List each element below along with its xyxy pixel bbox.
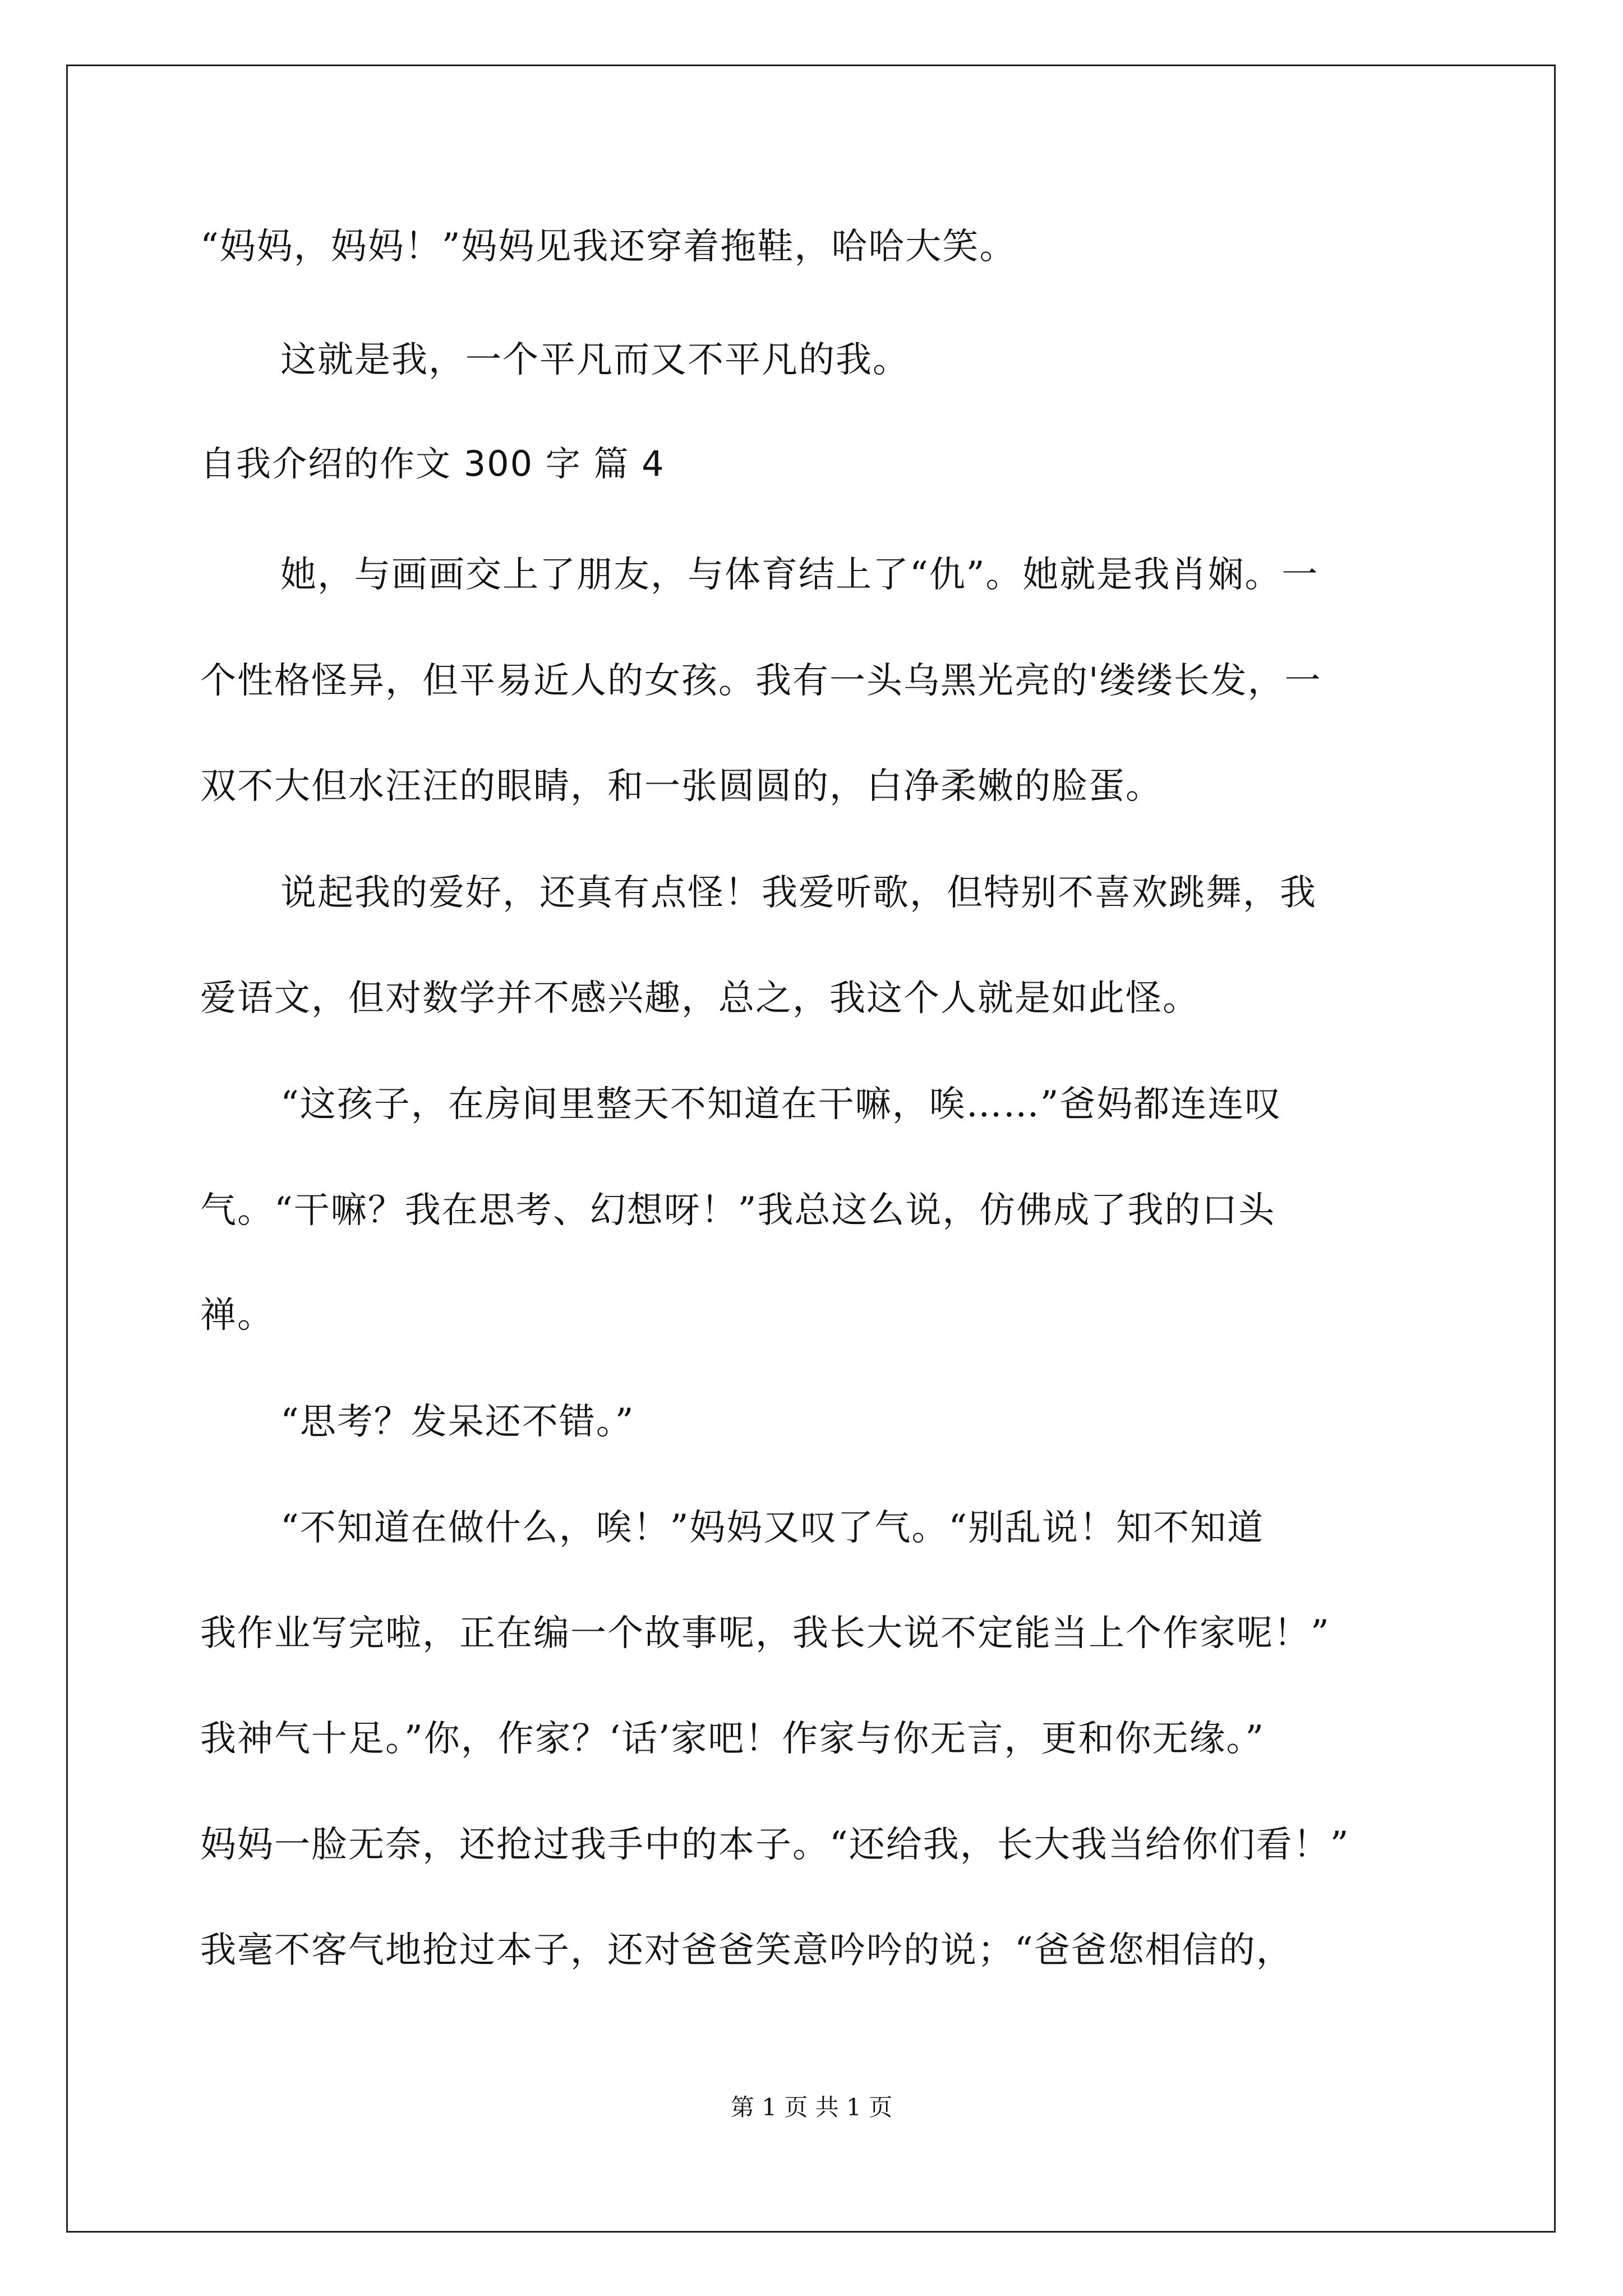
text-line: 她，与画画交上了朋友，与体育结上了“仇”。她就是我肖娴。一 <box>280 554 1319 596</box>
text-line: 个性格怪异，但平易近人的女孩。我有一头乌黑光亮的'缕缕长发，一 <box>200 660 1322 702</box>
text-line: 我神气十足。”你，作家？‘话’家吧！作家与你无言，更和你无缘。” <box>200 1718 1265 1760</box>
text-line: 爱语文，但对数学并不感兴趣，总之，我这个人就是如此怪。 <box>200 978 1200 1019</box>
text-line: “妈妈，妈妈！”妈妈见我还穿着拖鞋，哈哈大笑。 <box>200 226 1017 268</box>
text-line: 这就是我，一个平凡而又不平凡的我。 <box>280 339 910 381</box>
text-line: “这孩子，在房间里整天不知道在干嘛，唉……”爸妈都连连叹 <box>280 1084 1282 1125</box>
text-line: 禅。 <box>200 1295 274 1336</box>
section-heading: 自我介绍的作文 300 字 篇 4 <box>200 443 665 484</box>
page-border <box>66 65 1556 2233</box>
text-line: 我毫不客气地抢过本子，还对爸爸笑意吟吟的说；“爸爸您相信的， <box>200 1930 1293 1971</box>
text-line: 我作业写完啦，正在编一个故事呢，我长大说不定能当上个作家呢！” <box>200 1613 1330 1654</box>
text-line: “不知道在做什么，唉！”妈妈又叹了气。“别乱说！知不知道 <box>280 1507 1265 1549</box>
text-line: 气。“干嘛？我在思考、幻想呀！”我总这么说，仿佛成了我的口头 <box>200 1190 1276 1231</box>
text-line: 说起我的爱好，还真有点怪！我爱听歌，但特别不喜欢跳舞，我 <box>280 872 1317 914</box>
page-footer: 第 1 页 共 1 页 <box>730 2093 893 2121</box>
text-line: “思考？发呆还不错。” <box>280 1401 635 1443</box>
text-line: 双不大但水汪汪的眼睛，和一张圆圆的，白净柔嫩的脸蛋。 <box>200 766 1163 807</box>
text-line: 妈妈一脸无奈，还抢过我手中的本子。“还给我，长大我当给你们看！” <box>200 1824 1350 1866</box>
